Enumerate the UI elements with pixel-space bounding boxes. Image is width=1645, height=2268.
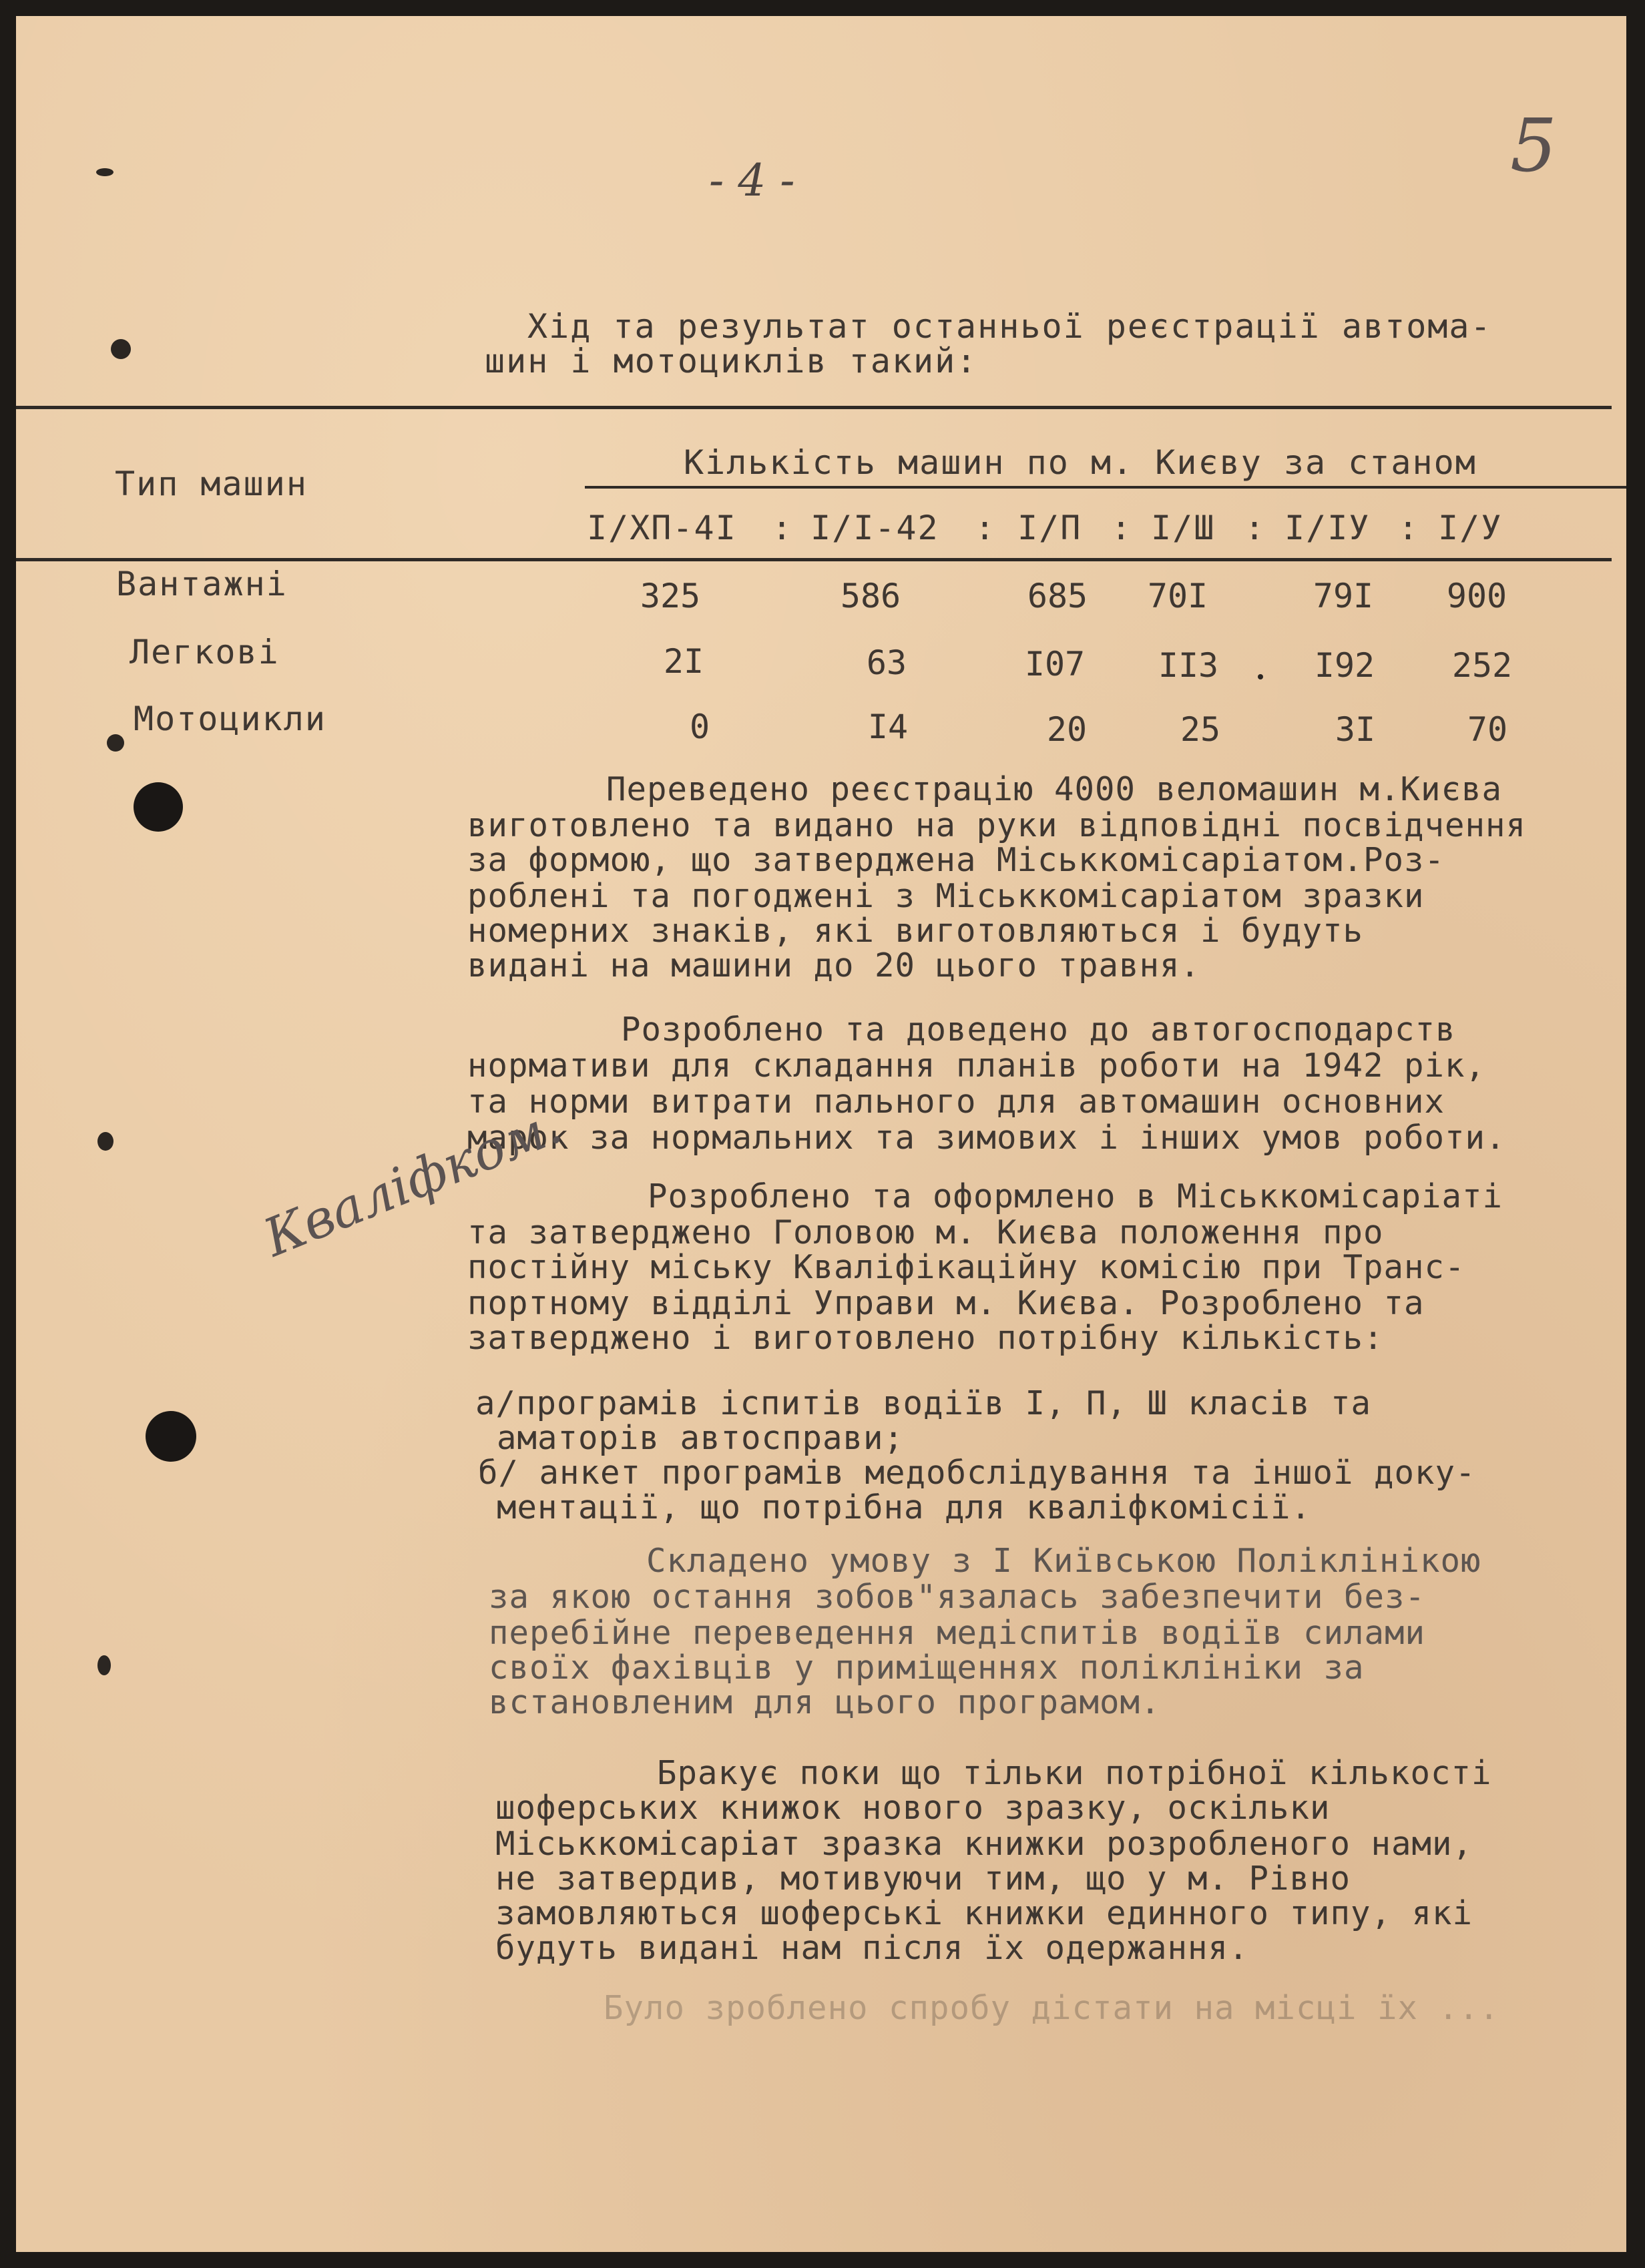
date-header: I/IУ <box>1284 509 1371 547</box>
date-header: I/I-42 <box>810 509 939 547</box>
table-cell: 685 <box>1027 577 1088 615</box>
table-cell: I4 <box>867 707 909 746</box>
table-group-rule <box>585 486 1626 489</box>
paragraph-line: Розроблено та оформлено в Міськкомісаріаті <box>485 1177 1503 1215</box>
list-item-line: б/ анкет програмів медобслідування та іншої доку- <box>478 1454 1476 1492</box>
paragraph-line: номерних знаків, які виготовляються і будуть <box>467 912 1364 950</box>
paragraph-line: за якою остання зобов"язалась забезпечити без- <box>489 1578 1426 1616</box>
punch-hole-bottom <box>146 1411 196 1462</box>
table-header-rule <box>16 558 1612 561</box>
row-label: Мотоцикли <box>134 699 326 738</box>
paragraph-line: Переведено реєстрацію 4000 веломашин м.Києва <box>443 770 1503 808</box>
table-cell: 70I <box>1147 577 1208 615</box>
row-label: Легкові <box>130 633 280 671</box>
paragraph-line: затверджено і виготовлено потрібну кількість: <box>467 1319 1384 1357</box>
table-cell: 25 <box>1180 710 1221 749</box>
table-cell: I92 <box>1314 646 1375 685</box>
paragraph-line: роблені та погоджені з Міськкомісаріатом зразки <box>467 877 1425 915</box>
table-cell: 2I <box>663 642 704 681</box>
paragraph-line: постійну міську Кваліфікаційну комісію при Транс- <box>467 1248 1465 1286</box>
paragraph-line: будуть видані нам після їх одержання. <box>495 1929 1249 1967</box>
table-cell: 252 <box>1451 646 1513 685</box>
table-cell: 20 <box>1046 710 1088 749</box>
speck <box>111 339 131 359</box>
date-separator: : <box>772 509 794 547</box>
table-cell: 79I <box>1313 577 1374 615</box>
margin-handwritten-note: Кваліфком. <box>256 1095 570 1269</box>
list-item-line: аматорів автосправи; <box>497 1419 905 1457</box>
corner-page-number: 5 <box>1510 103 1557 188</box>
document-page <box>16 16 1626 2252</box>
paragraph-line: перебійне переведення медіспитів водіїв силами <box>489 1614 1426 1652</box>
date-header: I/Ш <box>1151 509 1216 547</box>
list-item-line: ментації, що потрібна для кваліфкомісії. <box>497 1488 1312 1526</box>
paragraph-line: замовляються шоферські книжки единного типу, які <box>495 1894 1473 1932</box>
speck <box>1258 674 1263 679</box>
paragraph-line: та норми витрати пального для автомашин основних <box>467 1083 1445 1121</box>
punch-hole-top <box>134 782 183 832</box>
paragraph-line: шоферських книжок нового зразку, оскільки <box>495 1789 1331 1827</box>
date-separator: : <box>1244 509 1266 547</box>
table-cell: 900 <box>1446 577 1507 615</box>
table-group-header: Кількість машин по м. Києву за станом <box>684 443 1477 482</box>
speck <box>107 734 124 752</box>
date-header: I/П <box>1017 509 1082 547</box>
speck <box>96 168 113 176</box>
date-header: I/У <box>1438 509 1503 547</box>
paragraph-line: портному відділі Управи м. Києва. Розроблено та <box>467 1284 1425 1322</box>
paragraph-line: марок за нормальних та зимових і інших умов роботи. <box>467 1119 1506 1157</box>
row-label: Вантажні <box>116 565 288 603</box>
paragraph-line: виготовлено та видано на руки відповідні посвідчення <box>467 806 1527 844</box>
paragraph-line: Міськкомісаріат зразка книжки розробленого нами, <box>495 1825 1473 1863</box>
date-separator: : <box>975 509 997 547</box>
intro-line: Хід та результат останньої реєстрації автома- <box>527 307 1492 346</box>
paragraph-line: не затвердив, мотивуючи тим, що у м. Рівно <box>495 1860 1351 1898</box>
paragraph-line: видані на машини до 20 цього травня. <box>467 946 1201 984</box>
table-cell: 325 <box>640 577 701 615</box>
table-cell: 63 <box>866 643 907 682</box>
paragraph-line: нормативи для складання планів роботи на 1942 рік, <box>467 1047 1486 1085</box>
speck <box>97 1132 113 1151</box>
paragraph-line: за формою, що затверджена Міськкомісаріатом.Роз- <box>467 841 1445 879</box>
table-row-header: Тип машин <box>115 465 308 503</box>
paragraph-line: Розроблено та доведено до автогосподарств <box>458 1011 1456 1049</box>
date-separator: : <box>1111 509 1133 547</box>
table-cell: 70 <box>1467 710 1508 749</box>
table-cell: I07 <box>1024 645 1086 683</box>
intro-line: шин і мотоциклів такий: <box>485 342 978 380</box>
table-top-rule <box>16 406 1612 409</box>
paragraph-line: та затверджено Головою м. Києва положення про <box>467 1213 1384 1251</box>
paragraph-line: Бракує поки що тільки потрібної кількості <box>494 1754 1492 1792</box>
paragraph-line: Складено умову з I Київською Поліклінікою <box>483 1542 1481 1580</box>
date-separator: : <box>1398 509 1420 547</box>
table-cell: 0 <box>689 707 710 746</box>
speck <box>97 1655 111 1675</box>
paragraph-line: своїх фахівців у приміщеннях поліклініки за <box>489 1649 1365 1687</box>
list-item-line: а/програмів іспитів водіїв I, П, Ш класів та <box>475 1384 1372 1422</box>
table-cell: II3 <box>1158 646 1219 685</box>
paragraph-line: встановленим для цього програмом. <box>489 1683 1161 1721</box>
table-cell: 3I <box>1335 710 1376 749</box>
table-cell: 586 <box>840 577 901 615</box>
date-header: I/XП-4I <box>587 509 737 547</box>
page-number: - 4 - <box>709 155 795 206</box>
faded-text-line: Було зроблено спробу дістати на місці їх ... <box>604 1989 1500 2027</box>
